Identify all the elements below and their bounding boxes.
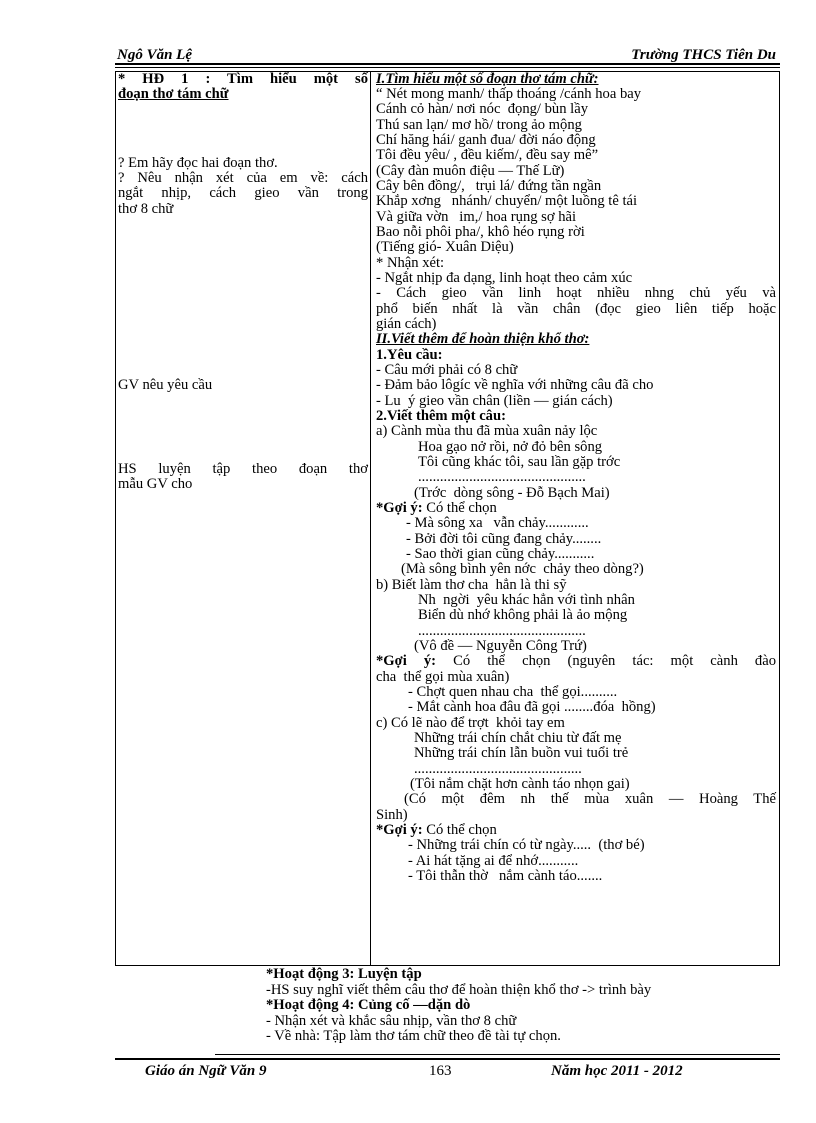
hint-text: Có thể chọn (nguyên tác: một cành đào — [453, 653, 776, 669]
poem-2-line: Bao nỗi phôi pha/, khô héo rụng rời — [376, 224, 585, 240]
page-number: 163 — [429, 1063, 452, 1079]
hint-b-cont: cha thể gọi mùa xuân) — [376, 669, 510, 685]
remark-heading: * Nhận xét: — [376, 255, 445, 271]
requirement-item: - Đảm bảo lôgíc về nghĩa với những câu đã cho — [376, 377, 654, 393]
poem-2-line: Và giữa vờn im,/ hoa rụng sợ hãi — [376, 209, 577, 225]
exercise-c-source-b: Sinh) — [376, 807, 408, 823]
footer-course: Giáo án Ngữ Văn 9 — [145, 1063, 267, 1079]
hd1-subtitle: đoạn thơ tám chữ — [118, 86, 229, 102]
hint-a-option: (Mà sông bình yên nớc chảy theo dòng?) — [401, 561, 644, 577]
poem-1-source: (Cây đàn muôn điệu — Thế Lữ) — [376, 163, 565, 179]
footer-rule — [215, 1054, 780, 1055]
header-school: Trường THCS Tiên Du — [631, 47, 776, 63]
header-rule-thin — [115, 67, 780, 68]
remark-item: - Ngắt nhịp đa dạng, linh hoạt theo cảm xúc — [376, 270, 633, 286]
exercise-a-line: Tôi cũng khác tôi, sau lần gặp trớc — [418, 454, 621, 470]
activity-3-title: *Hoạt động 3: Luyện tập — [266, 966, 422, 982]
hint-a-option: - Bởi đời tôi cũng đang chảy........ — [406, 531, 602, 547]
poem-1-line: Thú san lạn/ mơ hồ/ trong ảo mộng — [376, 117, 582, 133]
poem-2-line: Khắp xơng nhánh/ chuyển/ một luồng tê tái — [376, 193, 638, 209]
hint-c-option: - Những trái chín có từ ngày..... (thơ bé) — [408, 837, 645, 853]
left-hs-note: HS luyện tập theo đoạn thơ — [118, 461, 368, 477]
hd1-title: * HĐ 1 : Tìm hiểu một số — [118, 71, 368, 87]
remark-item: - Cách gieo vần linh hoạt nhiều nhng chủ yếu và — [376, 285, 776, 301]
poem-1-line: Chí hăng hái/ ganh đua/ đời náo động — [376, 132, 596, 148]
poem-1-line: Cánh cỏ hàn/ nơi nóc đọng/ bùn lầy — [376, 101, 588, 117]
left-question-2: ? Nêu nhận xét của em về: cách — [118, 170, 368, 186]
header-author: Ngô Văn Lệ — [117, 47, 192, 63]
section-2-title: II.Viết thêm để hoàn thiện khổ thơ: — [376, 331, 590, 347]
left-question-2b: ngắt nhịp, cách gieo vần trong — [118, 185, 368, 201]
hint-text: Có thể chọn — [426, 822, 497, 838]
exercise-c-blank: .............................................. — [414, 761, 582, 777]
lesson-table — [115, 71, 780, 966]
section-1-title: I.Tìm hiểu một số đoạn thơ tám chữ: — [376, 71, 599, 87]
hint-c-option: - Tôi thẫn thờ nắm cành táo....... — [408, 868, 603, 884]
header-rule — [115, 63, 780, 65]
hint-label: *Gợi ý: — [376, 822, 423, 838]
left-question-2c: thơ 8 chữ — [118, 201, 174, 217]
footer-rule-thick — [115, 1058, 780, 1060]
hint-a-option: - Sao thời gian cũng chảy........... — [406, 546, 595, 562]
exercise-b-source: (Vô đề — Nguyễn Công Trứ) — [414, 638, 587, 654]
left-gv-note: GV nêu yêu cầu — [118, 377, 213, 393]
hint-c-option: - Ai hát tặng ai để nhớ........... — [408, 853, 579, 869]
exercise-c-line: Những trái chín lẫn buồn vui tuổi trẻ — [414, 745, 629, 761]
exercise-c-line: (Tôi nắm chặt hơn cành táo nhọn gai) — [410, 776, 630, 792]
footer-year: Năm học 2011 - 2012 — [551, 1063, 683, 1079]
exercise-a-line: a) Cành mùa thu đã mùa xuân nảy lộc — [376, 423, 598, 439]
requirement-item: - Câu mới phải có 8 chữ — [376, 362, 518, 378]
poem-2-line: Cây bên đồng/, trụi lá/ đứng tần ngần — [376, 178, 602, 194]
requirements-title: 1.Yêu cầu: — [376, 347, 443, 363]
write-title: 2.Viết thêm một câu: — [376, 408, 506, 424]
hint-label: *Gợi ý: — [376, 500, 423, 516]
hint-a — [376, 501, 776, 516]
exercise-b-blank: .............................................. — [418, 623, 586, 639]
left-question-1: ? Em hãy đọc hai đoạn thơ. — [118, 155, 278, 171]
hint-a-option: - Mà sông xa vẫn chảy............ — [406, 515, 589, 531]
activity-4-item: - Về nhà: Tập làm thơ tám chữ theo đề tài tự chọn. — [266, 1028, 561, 1044]
poem-2-source: (Tiếng gió- Xuân Diệu) — [376, 239, 514, 255]
exercise-c-source: (Có một đêm nh thế mùa xuân — Hoàng Thế — [404, 791, 776, 807]
exercise-a-source: (Trớc dòng sông - Đỗ Bạch Mai) — [414, 485, 610, 501]
hint-b-option: - Chợt quen nhau cha thể gọi.......... — [408, 684, 618, 700]
poem-1-line: “ Nét mong manh/ thấp thoáng /cánh hoa bay — [376, 86, 642, 102]
exercise-a-line: Hoa gạo nở rồi, nở đỏ bên sông — [418, 439, 603, 455]
column-divider — [370, 72, 371, 965]
exercise-b-line: Biển dù nhớ không phải là ảo mộng — [418, 607, 628, 623]
exercise-b-line: Nh ngời yêu khác hẳn với tình nhân — [418, 592, 635, 608]
poem-1-line: Tôi đều yêu/ , đều kiếm/, đều say mê” — [376, 147, 599, 163]
exercise-c-line: Những trái chín chắt chiu từ đất mẹ — [414, 730, 622, 746]
activity-4-title: *Hoạt động 4: Củng cố —dặn dò — [266, 997, 471, 1013]
hint-c — [376, 823, 776, 838]
hint-b-option: - Mắt cành hoa đâu đã gọi ........đóa hồng) — [408, 699, 656, 715]
exercise-c-line: c) Có lẽ nào để trợt khỏi tay em — [376, 715, 565, 731]
hint-label: *Gợi ý: — [376, 653, 437, 669]
remark-item: gián cách) — [376, 316, 437, 332]
hint-b — [376, 654, 776, 669]
activity-3-text: -HS suy nghĩ viết thêm câu thơ để hoàn thiện khổ thơ -> trình bày — [266, 982, 652, 998]
left-hs-note-b: mẫu GV cho — [118, 476, 193, 492]
exercise-a-blank: .............................................. — [418, 469, 586, 485]
activity-4-item: - Nhận xét và khắc sâu nhịp, vần thơ 8 chữ — [266, 1013, 517, 1029]
hint-text: Có thể chọn — [426, 500, 497, 516]
activity-3 — [266, 967, 422, 982]
requirement-item: - Lu ý gieo vần chân (liền — gián cách) — [376, 393, 613, 409]
remark-item: phổ biến nhất là vần chân (đọc gieo liên tiếp hoặc — [376, 301, 776, 317]
exercise-b-line: b) Biết làm thơ cha hẳn là thi sỹ — [376, 577, 567, 593]
